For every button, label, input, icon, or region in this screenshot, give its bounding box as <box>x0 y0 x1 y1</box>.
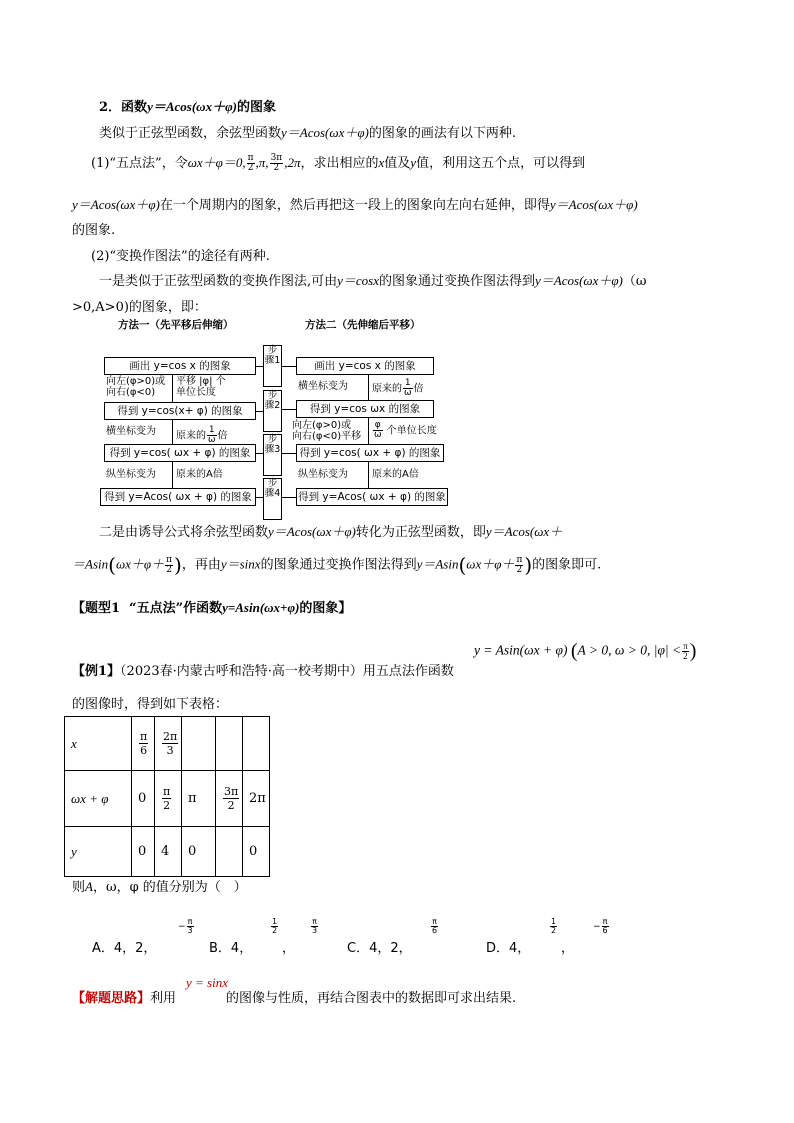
method-one-title: 方法一（先平移后伸缩） <box>118 319 234 331</box>
left-label: 原来的A倍 <box>176 469 223 480</box>
right-box-4: 得到 y=Acos( ωx + φ) 的图象 <box>296 488 448 506</box>
right-arrow-1 <box>368 374 369 400</box>
paragraph-6: 二是由诱导公式将余弦型函数y＝Acos(ωx＋φ)转化为正弦型函数，即y＝Acos(ωx＋ <box>99 524 563 540</box>
connector <box>255 366 263 367</box>
left-label: 平移 |φ| 个 <box>176 376 226 387</box>
right-label: 向左(φ>0)或 <box>292 420 352 431</box>
right-label: 向右(φ<0)平移 <box>292 431 362 442</box>
choice-c-value: $\frac{\pi}{6}$ <box>432 917 438 935</box>
right-label: 原来的 $\frac{1}{\omega}$ 倍 <box>372 378 424 398</box>
right-box-1: 画出 y=cos x 的图象 <box>296 357 434 375</box>
right-box-3: 得到 y=cos( ωx + φ) 的图象 <box>296 444 444 462</box>
paragraph-5-end: >0,A>0)的图象，即： <box>72 300 207 315</box>
left-box-2: 得到 y=cos(x+ φ) 的图象 <box>104 402 256 420</box>
step-2-label: 步骤2 <box>263 390 282 432</box>
paragraph-1: 类似于正弦型函数，余弦型函数y＝Acos(ωx＋φ)的图象的画法有以下两种. <box>99 125 516 141</box>
connector <box>255 411 263 412</box>
choice-d-comma: ， <box>561 941 575 956</box>
question-text: 则A，ω，φ 的值分别为（ ） <box>72 879 247 895</box>
left-box-1: 画出 y=cos x 的图象 <box>104 357 256 375</box>
step-1-label: 步骤1 <box>263 345 282 387</box>
left-arrow-2 <box>172 419 173 444</box>
left-arrow-1 <box>172 374 173 402</box>
choice-d-value-1: $\frac{1}{2}$ <box>551 917 557 935</box>
fraction: $\frac{\pi}{2}$ <box>247 153 254 173</box>
paragraph-2: (1)“五点法”，令ωx＋φ＝0, $\frac{\pi}{2}$ ,π, $\frac{3\pi}{2}$ ,2π，求出相应的x值及y值，利用这五个点，可以得到 <box>91 153 586 173</box>
right-box-2: 得到 y=cos ωx 的图象 <box>296 400 434 418</box>
table-row: x $\frac{\pi}{6}$ $\frac{2\pi}{3}$ <box>65 717 270 771</box>
method-two-title: 方法二（先伸缩后平移） <box>305 319 421 331</box>
left-label: 向左(φ>0)或 <box>106 376 166 387</box>
step-3-label: 步骤3 <box>263 434 282 476</box>
fraction: $\frac{3\pi}{2}$ <box>270 153 283 173</box>
choice-b-value-2: $\frac{\pi}{3}$ <box>312 917 318 935</box>
left-box-4: 得到 y=Acos( ωx + φ) 的图象 <box>100 488 256 506</box>
example-intro: 【例1】（2023春·内蒙古呼和浩特·高一校考期中）用五点法作函数 <box>72 664 454 679</box>
right-arrow-3 <box>368 461 369 488</box>
connector <box>281 497 296 498</box>
left-label: 向右(φ<0) <box>106 387 156 398</box>
paragraph-3-end: 的图象. <box>72 223 116 238</box>
choice-d[interactable]: D．4， <box>486 941 531 956</box>
choice-a-value: − $\frac{\pi}{3}$ <box>178 917 193 935</box>
hint-formula: y = sinx <box>186 975 228 990</box>
connector <box>281 409 296 410</box>
choice-b[interactable]: B．4， <box>209 941 253 956</box>
paragraph-7: ＝Asin(ωx＋φ＋ $\frac{\pi}{2}$ )，再由y＝sinx的图象通过变换作图法得到y＝Asin(ωx＋φ＋ $\frac{\pi}{2}$ )的图象即可. <box>72 553 602 577</box>
topic-heading: 【题型1 “五点法”作函数y=Asin(ωx+φ)的图象】 <box>72 600 352 616</box>
example-formula: y = Asin(ωx + φ) (A > 0, ω > 0, |φ| < $\frac{\pi}{2}$ ) <box>474 640 697 662</box>
connector <box>255 453 263 454</box>
right-label: $\frac{\varphi}{\omega}$ 个单位长度 <box>374 420 437 440</box>
left-label: 横坐标变为 <box>106 426 156 437</box>
choice-b-comma: ， <box>282 941 296 956</box>
left-box-3: 得到 y=cos( ωx + φ) 的图象 <box>104 444 256 462</box>
left-label: 单位长度 <box>176 387 216 398</box>
table-row: y 0 4 0 0 <box>65 827 270 877</box>
connector <box>281 366 296 367</box>
paragraph-5: 一是类似于正弦型函数的变换作图法,可由y＝cosx的图象通过变换作图法得到y＝Acos(ωx＋φ)（ω <box>99 273 647 289</box>
paragraph-3: y＝Acos(ωx＋φ)在一个周期内的图象，然后再把这一段上的图象向左向右延伸，即得y＝Acos(ωx＋φ) <box>72 197 638 213</box>
choice-d-value-2: − $\frac{\pi}{6}$ <box>593 917 608 935</box>
five-point-table <box>64 716 270 877</box>
example-intro-end: 的图像时，得到如下表格： <box>72 697 229 712</box>
left-label: 纵坐标变为 <box>106 469 156 480</box>
connector <box>281 453 296 454</box>
right-arrow-2 <box>368 417 369 444</box>
choice-c[interactable]: C．4，2， <box>347 941 412 956</box>
choice-a[interactable]: A．4，2， <box>92 941 157 956</box>
right-label: 纵坐标变为 <box>298 469 348 480</box>
connector <box>255 497 263 498</box>
left-arrow-3 <box>172 461 173 488</box>
hint-line: 【解题思路】利用 的图像与性质，再结合图表中的数据即可求出结果. <box>72 991 517 1006</box>
choice-b-value-1: $\frac{1}{2}$ <box>272 917 278 935</box>
right-label: 原来的A倍 <box>372 469 419 480</box>
left-label: 原来的 $\frac{1}{\omega}$ 倍 <box>176 425 228 445</box>
paragraph-4: (2)“变换作图法”的途径有两种. <box>91 249 270 264</box>
step-4-label: 步骤4 <box>263 478 282 520</box>
section-heading: 2．函数y＝Acos(ωx＋φ)的图象 <box>99 99 277 115</box>
table-row: ωx + φ 0 $\frac{\pi}{2}$ π $\frac{3\pi}{2}$ 2π <box>65 771 270 827</box>
right-label: 横坐标变为 <box>298 381 348 392</box>
